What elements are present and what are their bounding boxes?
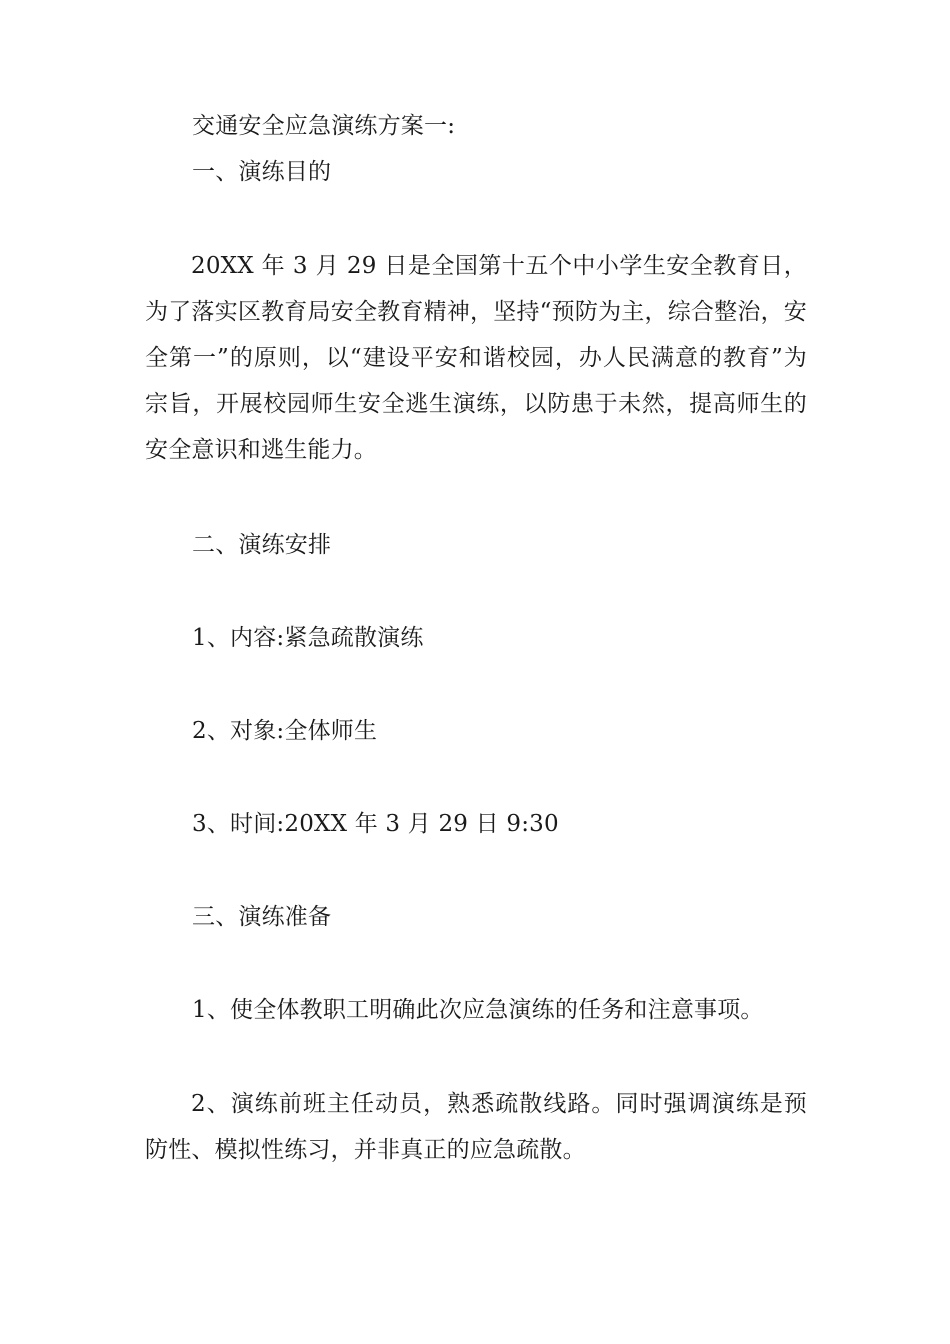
- preparation-item-1: 1、使全体教职工明确此次应急演练的任务和注意事项。: [192, 997, 764, 1023]
- preparation-item-2: 2、演练前班主任动员，熟悉疏散线路。同时强调演练是预防性、模拟性练习，并非真正的应急疏散。: [145, 1091, 807, 1163]
- section-heading-purpose: 一、演练目的: [192, 159, 332, 185]
- section-heading-arrangement: 二、演练安排: [192, 532, 332, 558]
- purpose-paragraph: 20XX 年 3 月 29 日是全国第十五个中小学生安全教育日，为了落实区教育局安全教育精神，坚持“预防为主，综合整治，安全第一”的原则，以“建设平安和谐校园，办人民满意的教育”为宗旨，开展校园师生安全逃生演练，以防患于未然，提高师生的安全意识和逃生能力。: [145, 253, 807, 463]
- arrangement-item-audience: 2、对象:全体师生: [192, 718, 378, 744]
- section-heading-preparation: 三、演练准备: [192, 904, 332, 930]
- arrangement-item-time: 3、时间:20XX 年 3 月 29 日 9:30: [192, 811, 559, 837]
- document-title: 交通安全应急演练方案一:: [192, 113, 456, 139]
- arrangement-item-content: 1、内容:紧急疏散演练: [192, 625, 424, 651]
